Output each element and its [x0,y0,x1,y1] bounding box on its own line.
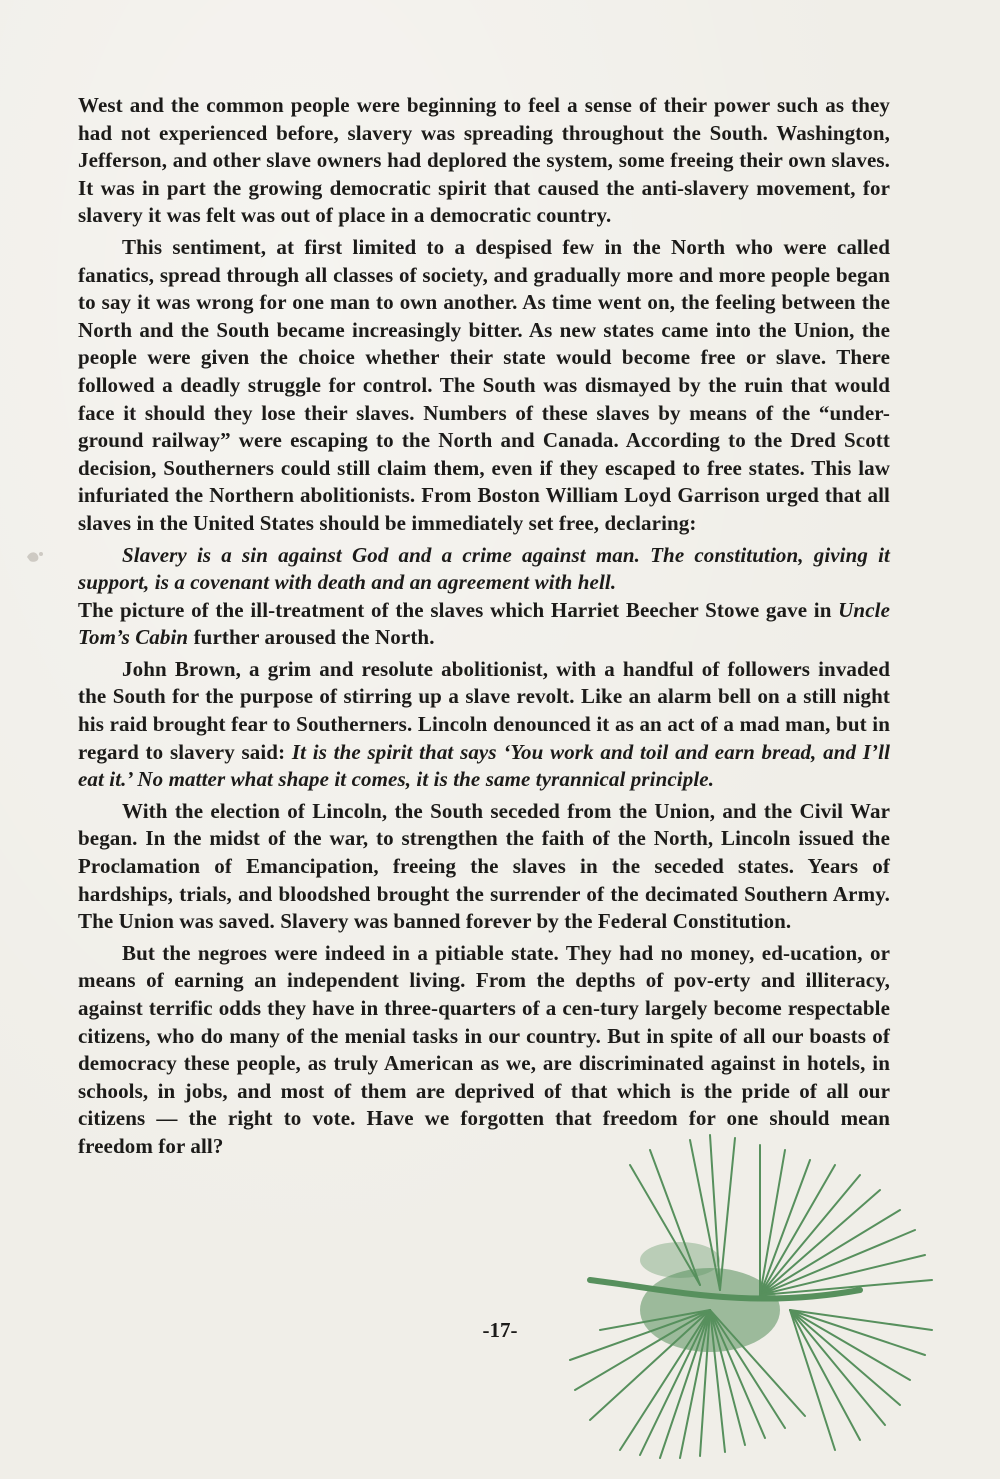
paragraph-2: This sentiment, at first limited to a despised few in the North who were called fanatics, spread through all classes of society, and gradually more and more people began to say it was wrong for one man to own another. As time went on, the feeling between the North and the South became increasingly bitter. As new states came into the Union, the people were given the choice whether their state would become free or slave. There followed a deadly struggle for control. The South was dismayed by the ruin that would face it should they lose their slaves. Numbers of these slaves by means of the “under-ground railway” were escaping to the North and Canada. According to the Dred Scott decision, Southerners could still claim them, even if they escaped to free states. This law infuriated the Northern abolitionists. From Boston William Loyd Garrison urged that all slaves in the United States should be immediately set free, declaring: [78,234,890,535]
margin-smudge [24,548,46,566]
body-text [78,92,890,1161]
page-number: -17- [482,1318,518,1342]
garrison-quote: Slavery is a sin against God and a crime against man. The constitution, giving it support, is a covenant with death and an agreement with hell. [78,542,890,595]
paragraph-1: West and the common people were beginning to feel a sense of their power such as they had not experienced before, slavery was spreading throughout the South. Washington, Jefferson, and other slave owners had deplored the system, some freeing their own slaves. It was in part the growing democratic spirit that caused the anti-slavery movement, for slavery it was felt was out of place in a democratic country. [78,93,890,228]
paragraph-5: With the election of Lincoln, the South seceded from the Union, and the Civil War began. In the midst of the war, to strengthen the faith of the North, Lincoln issued the Proclamation of Emancipation, freeing the slaves in the seceded states. Years of hardships, trials, and bloodshed brought the surrender of the decimated Southern Army. The Union was saved. Slavery was banned forever by the Federal Constitution. [78,798,890,934]
paragraph-4 [78,656,890,794]
paragraph-4-text: John Brown, a grim and resolute abolitionist, with a handful of followers invaded the South for the purpose of stirring up a slave revolt. Like an alarm bell on a still night his raid brought fear to Southerners. Lincoln denounced it as an act of a mad man, but in regard to slavery said: [78,656,890,764]
paragraph-6: But the negroes were indeed in a pitiable state. They had no money, ed-ucation, or means of earning an independent living. From the depths of pov-erty and illiteracy, against terrific odds they have in three-quarters of a cen-tury largely become respectable citizens, who do many of the menial tasks in our country. But in spite of all our boasts of democracy these people, as truly American as we, are discriminated against in hotels, in schools, in jobs, and most of them are deprived of that which is the pride of all our citizens — the right to vote. Have we forgotten that freedom for one should mean freedom for all? [78,940,890,1158]
paragraph-3-text-b: further aroused the North. [188,625,435,650]
lincoln-quote: It is the spirit that says ‘You work and toil and earn bread, and I’ll eat it.’ No matter what shape it comes, it is the same tyrannical principle. [78,739,890,792]
paragraph-3 [78,597,890,652]
paragraph-3-text-a: The picture of the ill-treatment of the slaves which Harriet Beecher Stowe gave in [78,597,839,622]
book-title: Uncle Tom’s Cabin [78,597,890,650]
pine-branch-stamp-icon [560,1120,940,1460]
